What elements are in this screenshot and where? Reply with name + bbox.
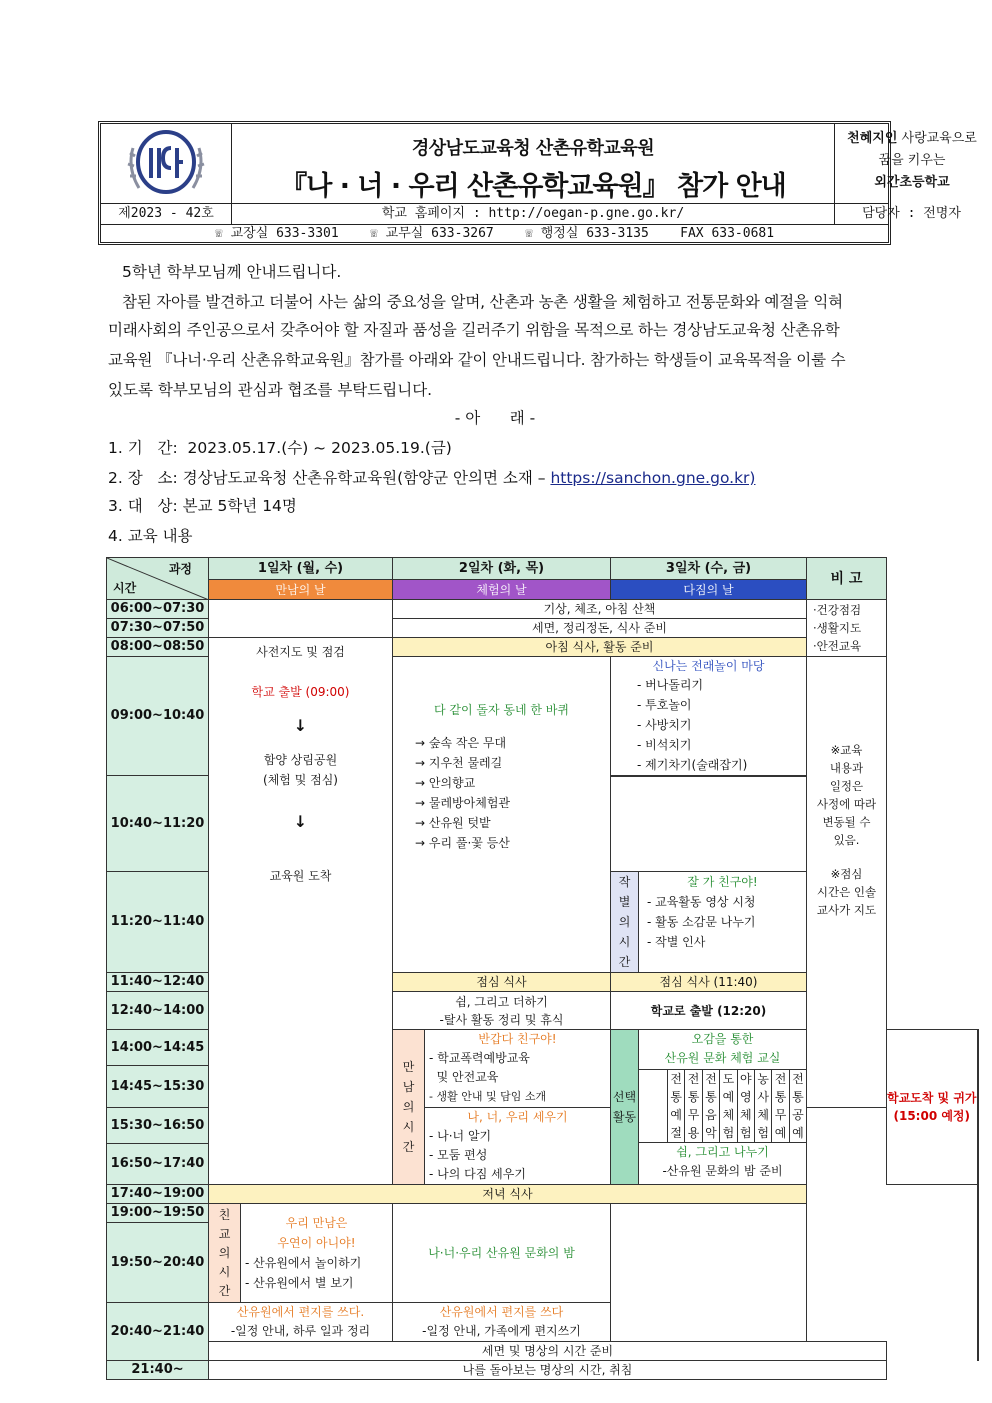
meet-side <box>393 1030 425 1185</box>
craft-char: 통 <box>792 1090 804 1104</box>
rest3-sub: -산유원 문화의 밤 준비 <box>662 1164 783 1178</box>
arrive-block <box>887 1030 978 1185</box>
remark-line: 내용과 <box>829 761 864 775</box>
list-item: - 사방치기 <box>637 718 692 732</box>
school-logo <box>101 124 232 203</box>
corner-top: 과정 <box>168 562 192 576</box>
meet2-title: 나, 너, 우리 세우기 <box>467 1110 568 1124</box>
remark-line: 시간은 인솔 <box>816 885 877 899</box>
side-char: 교 <box>218 1226 231 1241</box>
meet-title: 반갑다 친구야! <box>478 1032 557 1046</box>
below-heading: - 아 래 - <box>454 409 536 427</box>
side-char: 의 <box>618 915 631 929</box>
d3-low-list <box>639 892 806 952</box>
remark-line: 교사가 지도 <box>816 903 877 917</box>
side-char: 남 <box>402 1080 415 1094</box>
craft-char: 험 <box>722 1126 735 1140</box>
dinner: 저녁 식사 <box>209 1185 807 1204</box>
friend-title2: 우연이 아니야! <box>277 1236 356 1250</box>
craft-char: 용 <box>687 1126 700 1140</box>
time-1445: 14:45~15:30 <box>107 1066 209 1108</box>
day2-header: 2일차 (화, 목) <box>393 558 611 580</box>
d3-list <box>611 675 806 775</box>
time-1900: 19:00~19:50 <box>107 1204 209 1223</box>
go-school: 학교로 출발 (12:20) <box>611 992 807 1030</box>
letter1-block <box>209 1303 393 1342</box>
d2-list <box>393 733 610 853</box>
craft-char: 통 <box>774 1090 787 1104</box>
craft-char: 전 <box>687 1072 700 1086</box>
craft-char: 통 <box>705 1090 717 1104</box>
craft-char: 체 <box>722 1108 735 1122</box>
remark-line: ※교육 <box>830 743 863 757</box>
side-char: 작 <box>618 875 631 889</box>
para-line1: 참된 자아를 발견하고 더불어 사는 삶의 중요성을 알며, 산촌과 농촌 생활을 체험하고 전통문화와 예절을 익혀 <box>122 293 843 311</box>
farewell-side <box>611 872 639 973</box>
side-char: 시 <box>218 1264 231 1279</box>
d3-mid1: 잘 가 친구야! <box>687 875 758 889</box>
craft-char: 전 <box>705 1072 717 1086</box>
letter2-sub: -일정 안내, 가족에게 편지쓰기 <box>422 1324 581 1338</box>
craft-col <box>702 1070 719 1143</box>
motto-rest: 사랑교육으로 <box>897 131 977 146</box>
rest-block <box>393 992 611 1030</box>
meet2-block <box>425 1108 611 1185</box>
side-char: 친 <box>218 1207 231 1222</box>
side-char: 선택 <box>612 1090 637 1104</box>
list-item: - 교육활동 영상 시청 <box>647 895 756 909</box>
craft-char: 음 <box>705 1108 717 1122</box>
friend-block <box>241 1204 393 1303</box>
craft-char: 무 <box>687 1108 700 1122</box>
remark-line: ·생활지도 <box>813 621 862 635</box>
school-name: 외간초등학교 <box>874 175 950 190</box>
list-item: → 우리 풀·꽃 등산 <box>415 836 510 850</box>
time-2140: 21:40~ <box>107 1361 209 1380</box>
page-title: 『나 · 너 · 우리 산촌유학교육원』 참가 안내 <box>280 171 786 202</box>
friend-title: 우리 만남은 <box>285 1216 348 1230</box>
craft-char: 전 <box>792 1072 804 1086</box>
craft-char: 예 <box>670 1108 682 1122</box>
empty-cell <box>209 600 393 638</box>
list-item: → 숲속 작은 무대 <box>415 736 507 750</box>
culture-sub: 산유원 문화 체험 교실 <box>664 1051 781 1065</box>
sanchon-link[interactable]: https://sanchon.gne.go.kr) <box>550 469 756 487</box>
morning-wash: 세면, 정리정돈, 식사 준비 <box>393 619 807 638</box>
craft-char: 영 <box>739 1090 752 1104</box>
para-line3: 교육원 『나너·우리 산촌유학교육원』참가를 아래와 같이 안내드립니다. 참가하는 학생들이 교육목적을 이룰 수 <box>108 351 846 369</box>
document-header <box>98 121 977 245</box>
time-1530: 15:30~16:50 <box>107 1108 209 1144</box>
time-0600: 06:00~07:30 <box>107 600 209 619</box>
culture-block <box>639 1030 807 1185</box>
list-item: → 지우천 물레길 <box>415 756 503 770</box>
side-char: 별 <box>618 895 631 909</box>
time-0800: 08:00~08:50 <box>107 638 209 657</box>
time-0900: 09:00~10:40 <box>107 657 209 776</box>
item-place <box>108 464 898 492</box>
remark-empty <box>977 1030 978 1361</box>
side-char: 의 <box>402 1100 415 1114</box>
motto-line2: 꿈을 키우는 <box>878 153 946 168</box>
d1-park: 함양 상림공원 <box>263 753 338 767</box>
schedule-table <box>106 557 979 1380</box>
time-1240: 12:40~14:00 <box>107 992 209 1030</box>
remark-line: 일정은 <box>829 779 864 793</box>
craft-char: 농 <box>757 1072 769 1086</box>
craft-char: 무 <box>774 1108 787 1122</box>
culture-night: 나·너·우리 산유원 문화의 밤 <box>393 1204 611 1303</box>
remark-line: ·건강점검 <box>813 603 862 617</box>
down-arrow-icon: ↓ <box>293 812 308 831</box>
lunch-day2: 점심 식사 <box>393 973 611 992</box>
manager: 담당자 : 전명자 <box>862 206 961 221</box>
day1-sub: 만남의 날 <box>209 580 393 600</box>
craft-col <box>685 1070 702 1143</box>
meet-block <box>425 1030 611 1108</box>
list-item: - 산유원에서 별 보기 <box>245 1276 354 1290</box>
craft-char: 통 <box>687 1090 700 1104</box>
remark-line: ·안전교육 <box>813 639 862 653</box>
org-name: 경상남도교육청 산촌유학교육원 <box>411 138 655 159</box>
list-item: → 물레방아체험관 <box>415 796 511 810</box>
para-line2: 미래사회의 주인공으로서 갖추어야 할 자질과 품성을 길러주기 위함을 목적으로 하는 경상남도교육청 산촌유학 <box>108 321 840 339</box>
time-1950: 19:50~20:40 <box>107 1223 209 1303</box>
list-item: - 활동 소감문 나누기 <box>647 915 756 929</box>
d3-title: 신나는 전래놀이 마당 <box>652 659 765 673</box>
d1-arrive: 교육원 도착 <box>269 869 332 883</box>
list-item: - 투호놀이 <box>637 698 692 712</box>
time-1740: 17:40~19:00 <box>107 1185 209 1204</box>
craft-col <box>772 1070 789 1143</box>
item-period: 1. 기 간: 2023.05.17.(수) ~ 2023.05.19.(금) <box>108 439 452 457</box>
list-item: - 비석치기 <box>637 738 692 752</box>
list-item: - 산유원에서 놀이하기 <box>245 1256 362 1270</box>
letter2-title: 산유원에서 편지를 쓰다 <box>439 1305 564 1319</box>
friend-list <box>241 1253 392 1293</box>
time-1040: 10:40~11:20 <box>107 776 209 872</box>
remark-notes <box>807 657 887 1108</box>
craft-col <box>639 1070 668 1143</box>
side-char: 활동 <box>612 1110 637 1124</box>
item-content: 4. 교육 내용 <box>108 527 193 545</box>
phone-numbers: ☏ 교장실 633-3301 ☏ 교무실 633-3267 ☏ 행정실 633-3135 FAX 633-0681 <box>214 226 775 241</box>
list-item: → 안의향교 <box>415 776 476 790</box>
craft-char: 체 <box>739 1108 752 1122</box>
side-char: 간 <box>402 1140 415 1154</box>
greeting: 5학년 학부모님께 안내드립니다. <box>122 263 342 281</box>
craft-char: 예 <box>792 1126 804 1140</box>
craft-char: 공 <box>792 1108 804 1122</box>
remark-line: 있음. <box>833 833 860 847</box>
d2-title: 다 같이 돌자 동네 한 바퀴 <box>434 703 569 717</box>
day1-morning-block <box>209 638 393 1185</box>
time-0730: 07:30~07:50 <box>107 619 209 638</box>
corner-bottom: 시간 <box>113 581 137 595</box>
doc-number: 제2023 - 42호 <box>101 204 232 224</box>
farewell-block <box>639 872 807 973</box>
craft-char: 악 <box>705 1126 717 1140</box>
day3-sub: 다짐의 날 <box>611 580 807 600</box>
craft-char: 사 <box>757 1090 769 1104</box>
list-item: - 나·너 알기 <box>429 1129 492 1143</box>
craft-char: 험 <box>757 1126 769 1140</box>
meet2-list <box>425 1127 610 1184</box>
school-emblem-icon <box>121 128 211 200</box>
remark-header: 비 고 <box>807 558 887 600</box>
list-item: - 제기차기(술래잡기) <box>637 758 748 772</box>
wash-prep: 세면 및 명상의 시간 준비 <box>209 1342 887 1361</box>
remark-line: 사정에 따라 <box>816 797 877 811</box>
homepage-link[interactable]: 학교 홈페이지 : http://oegan-p.gne.go.kr/ <box>232 204 835 224</box>
empty-cell <box>611 1204 807 1342</box>
school-motto <box>836 128 988 194</box>
arrive-time: (15:00 예정) <box>893 1109 971 1123</box>
craft-char: 통 <box>670 1090 682 1104</box>
craft-col <box>737 1070 754 1143</box>
letter1-title: 산유원에서 편지를 쓰다. <box>236 1305 365 1319</box>
meditation: 나를 돌아보는 명상의 시간, 취침 <box>209 1361 887 1380</box>
day3-rain-note <box>611 776 807 872</box>
time-1140: 11:40~12:40 <box>107 973 209 992</box>
lunch-day3: 점심 식사 (11:40) <box>611 973 807 992</box>
selective-side <box>611 1030 639 1185</box>
list-item: → 산유원 텃밭 <box>415 816 491 830</box>
time-1400: 14:00~14:45 <box>107 1030 209 1066</box>
arrive-title: 학교도착 및 귀가 <box>887 1091 977 1105</box>
day2-tour-block <box>393 657 611 973</box>
craft-char: 절 <box>670 1126 682 1140</box>
day2-sub: 체험의 날 <box>393 580 611 600</box>
craft-col <box>754 1070 771 1143</box>
craft-char: 험 <box>739 1126 752 1140</box>
side-char: 시 <box>618 935 631 949</box>
letter2-block <box>393 1303 611 1342</box>
craft-char: 도 <box>722 1072 735 1086</box>
remark-safety <box>807 600 887 657</box>
craft-col <box>668 1070 685 1143</box>
list-item: - 모둠 편성 <box>429 1148 488 1162</box>
craft-grid <box>639 1069 806 1143</box>
para-line4: 있도록 학부모님의 관심과 협조를 부탁드립니다. <box>108 381 433 399</box>
down-arrow-icon: ↓ <box>293 716 308 735</box>
motto-bold: 천혜지인 <box>847 131 898 146</box>
side-char: 간 <box>218 1283 231 1298</box>
list-item: 및 안전교육 <box>429 1070 499 1084</box>
corner-cell <box>107 558 209 600</box>
day3-games-block <box>611 657 807 776</box>
d1-precheck: 사전지도 및 점검 <box>256 645 345 659</box>
rain-note <box>611 776 806 778</box>
craft-char: 야 <box>739 1072 752 1086</box>
craft-col <box>720 1070 737 1143</box>
list-item: - 학교폭력예방교육 <box>429 1051 530 1065</box>
list-item: - 작별 인사 <box>647 935 706 949</box>
craft-char: 체 <box>757 1108 769 1122</box>
rest3-title: 쉼, 그리고 나누기 <box>676 1145 769 1159</box>
d1-park-note: (체험 및 점심) <box>263 773 338 787</box>
item-target: 3. 대 상: 본교 5학년 14명 <box>108 497 297 515</box>
morning-breakfast: 아침 식사, 활동 준비 <box>393 638 807 657</box>
friend-side <box>209 1204 241 1303</box>
side-char: 의 <box>218 1245 231 1260</box>
craft-char: 예 <box>774 1126 787 1140</box>
culture-title: 오감을 통한 <box>691 1032 754 1046</box>
side-char: 시 <box>402 1120 415 1134</box>
letter1-sub: -일정 안내, 하루 일과 정리 <box>230 1324 371 1338</box>
side-char: 만 <box>402 1060 415 1074</box>
d1-depart: 학교 출발 (09:00) <box>251 685 350 699</box>
list-item: - 생활 안내 및 담임 소개 <box>429 1090 547 1103</box>
side-char: 간 <box>618 955 631 969</box>
header-title-block <box>232 124 835 203</box>
remark-line: ※점심 <box>830 867 863 881</box>
rest-sub: -탈사 활동 정리 및 휴식 <box>439 1012 564 1027</box>
rest-title: 쉼, 그리고 더하기 <box>455 994 548 1009</box>
item-place-text: 2. 장 소: 경상남도교육청 산촌유학교육원(함양군 안의면 소재 – <box>108 469 551 487</box>
time-1120: 11:20~11:40 <box>107 872 209 973</box>
day3-header: 3일차 (수, 금) <box>611 558 807 580</box>
craft-col <box>789 1070 806 1143</box>
list-item: - 나의 다짐 세우기 <box>429 1167 526 1181</box>
remark-line: 변동될 수 <box>822 815 871 829</box>
meet-list <box>425 1049 610 1106</box>
craft-char: 전 <box>670 1072 682 1086</box>
list-item: - 버나돌리기 <box>637 678 704 692</box>
day1-header: 1일차 (월, 수) <box>209 558 393 580</box>
craft-char: 예 <box>722 1090 735 1104</box>
header-info-row <box>101 203 961 225</box>
craft-char: 전 <box>774 1072 787 1086</box>
time-2040: 20:40~21:40 <box>107 1303 209 1361</box>
time-1650: 16:50~17:40 <box>107 1144 209 1185</box>
morning-wakeup: 기상, 체조, 아침 산책 <box>393 600 807 619</box>
